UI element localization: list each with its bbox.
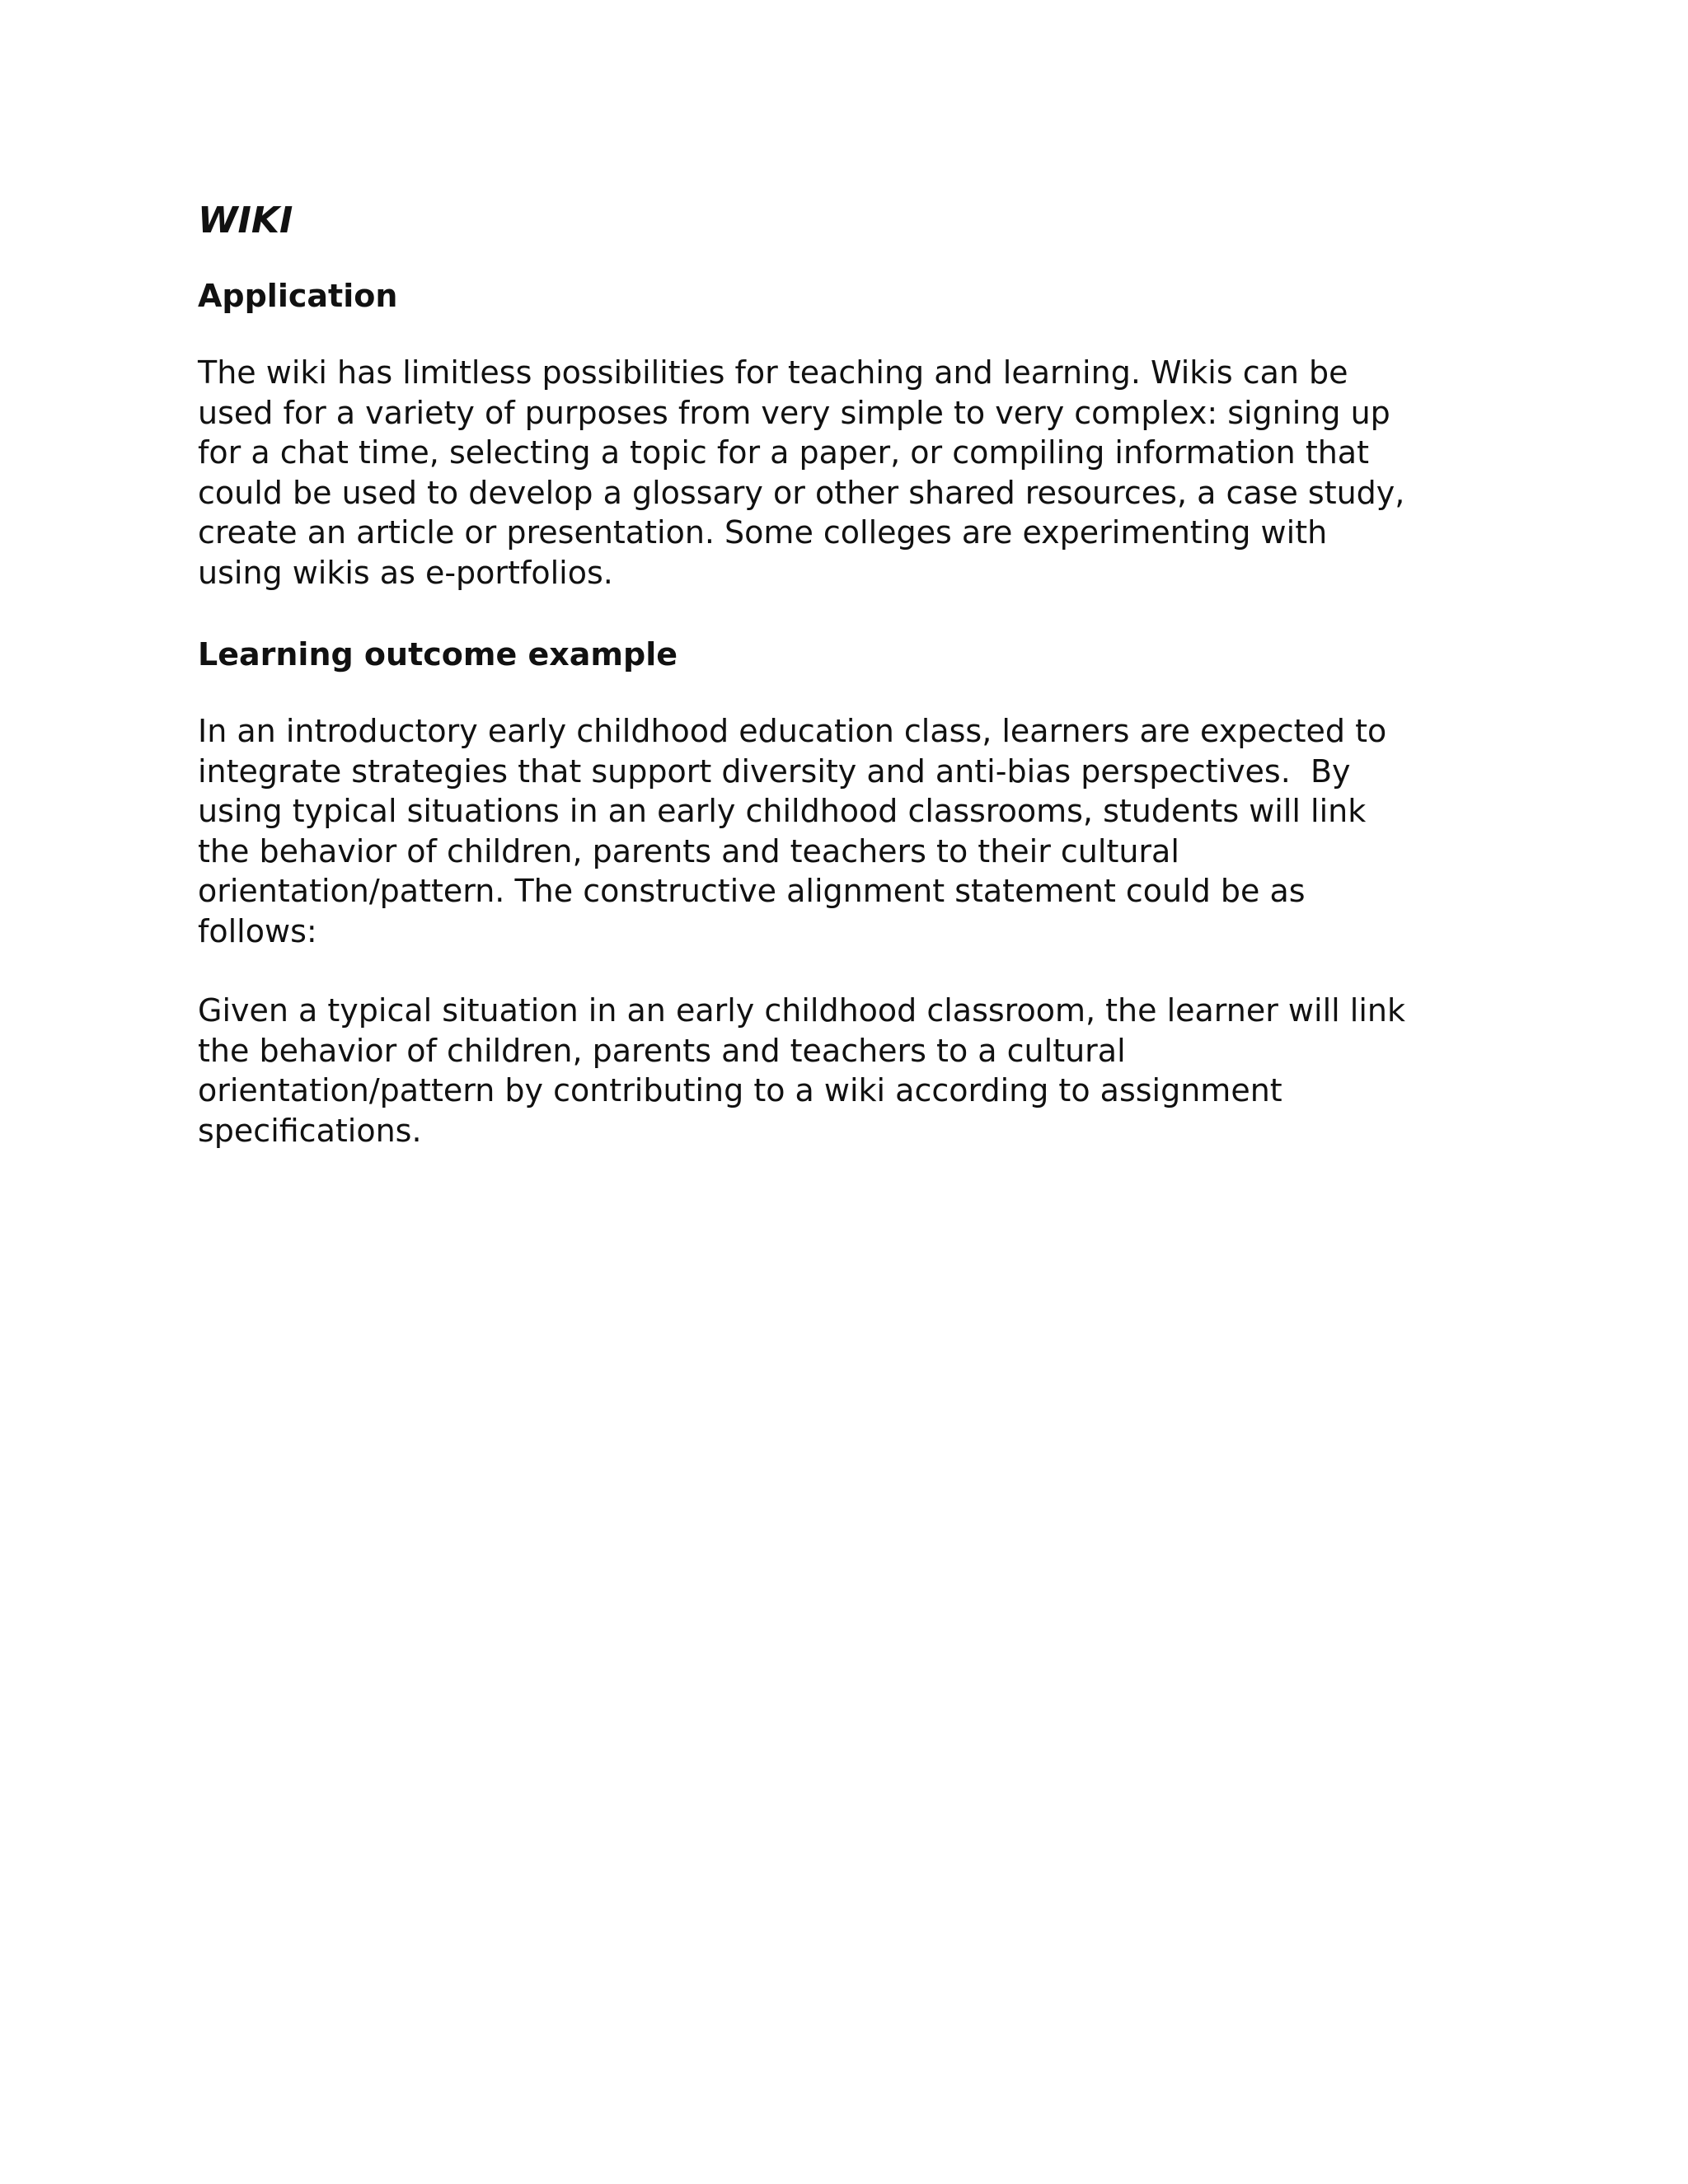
spacer <box>198 593 1550 632</box>
section-heading-learning-outcome: Learning outcome example <box>198 636 678 673</box>
paragraph-application <box>198 353 1550 593</box>
section-heading-application: Application <box>198 278 398 314</box>
text-line: In an introductory early childhood education class, learners are expected to <box>198 713 1387 749</box>
text-line: orientation/pattern by contributing to a wiki according to assignment <box>198 1072 1282 1108</box>
text-line: follows: <box>198 912 317 949</box>
spacer <box>198 677 1550 711</box>
text-line: integrate strategies that support diversity and anti-bias perspectives. By <box>198 752 1351 790</box>
text-line: create an article or presentation. Some colleges are experimenting with <box>198 514 1328 551</box>
document-body <box>198 196 1550 1151</box>
text-line: could be used to develop a glossary or other shared resources, a case study, <box>198 474 1405 511</box>
spacer <box>198 951 1550 991</box>
text-line: the behavior of children, parents and teachers to a cultural <box>198 1032 1126 1069</box>
text-line: Given a typical situation in an early childhood classroom, the learner will link <box>198 992 1405 1029</box>
text-line: for a chat time, selecting a topic for a paper, or compiling information that <box>198 434 1369 471</box>
paragraph-alignment-statement <box>198 991 1550 1151</box>
text-line: using wikis as e-portfolios. <box>198 554 613 591</box>
text-line: the behavior of children, parents and teachers to their cultural <box>198 832 1179 869</box>
paragraph-learning-outcome <box>198 711 1550 951</box>
text-line: The wiki has limitless possibilities for teaching and learning. Wikis can be <box>198 354 1348 391</box>
spacer <box>198 318 1550 353</box>
text-line: used for a variety of purposes from very simple to very complex: signing up <box>198 394 1390 431</box>
text-line: specifications. <box>198 1112 422 1149</box>
text-line: using typical situations in an early childhood classrooms, students will link <box>198 793 1367 829</box>
text-line: orientation/pattern. The constructive alignment statement could be as <box>198 873 1306 909</box>
document-title: WIKI <box>198 199 293 241</box>
